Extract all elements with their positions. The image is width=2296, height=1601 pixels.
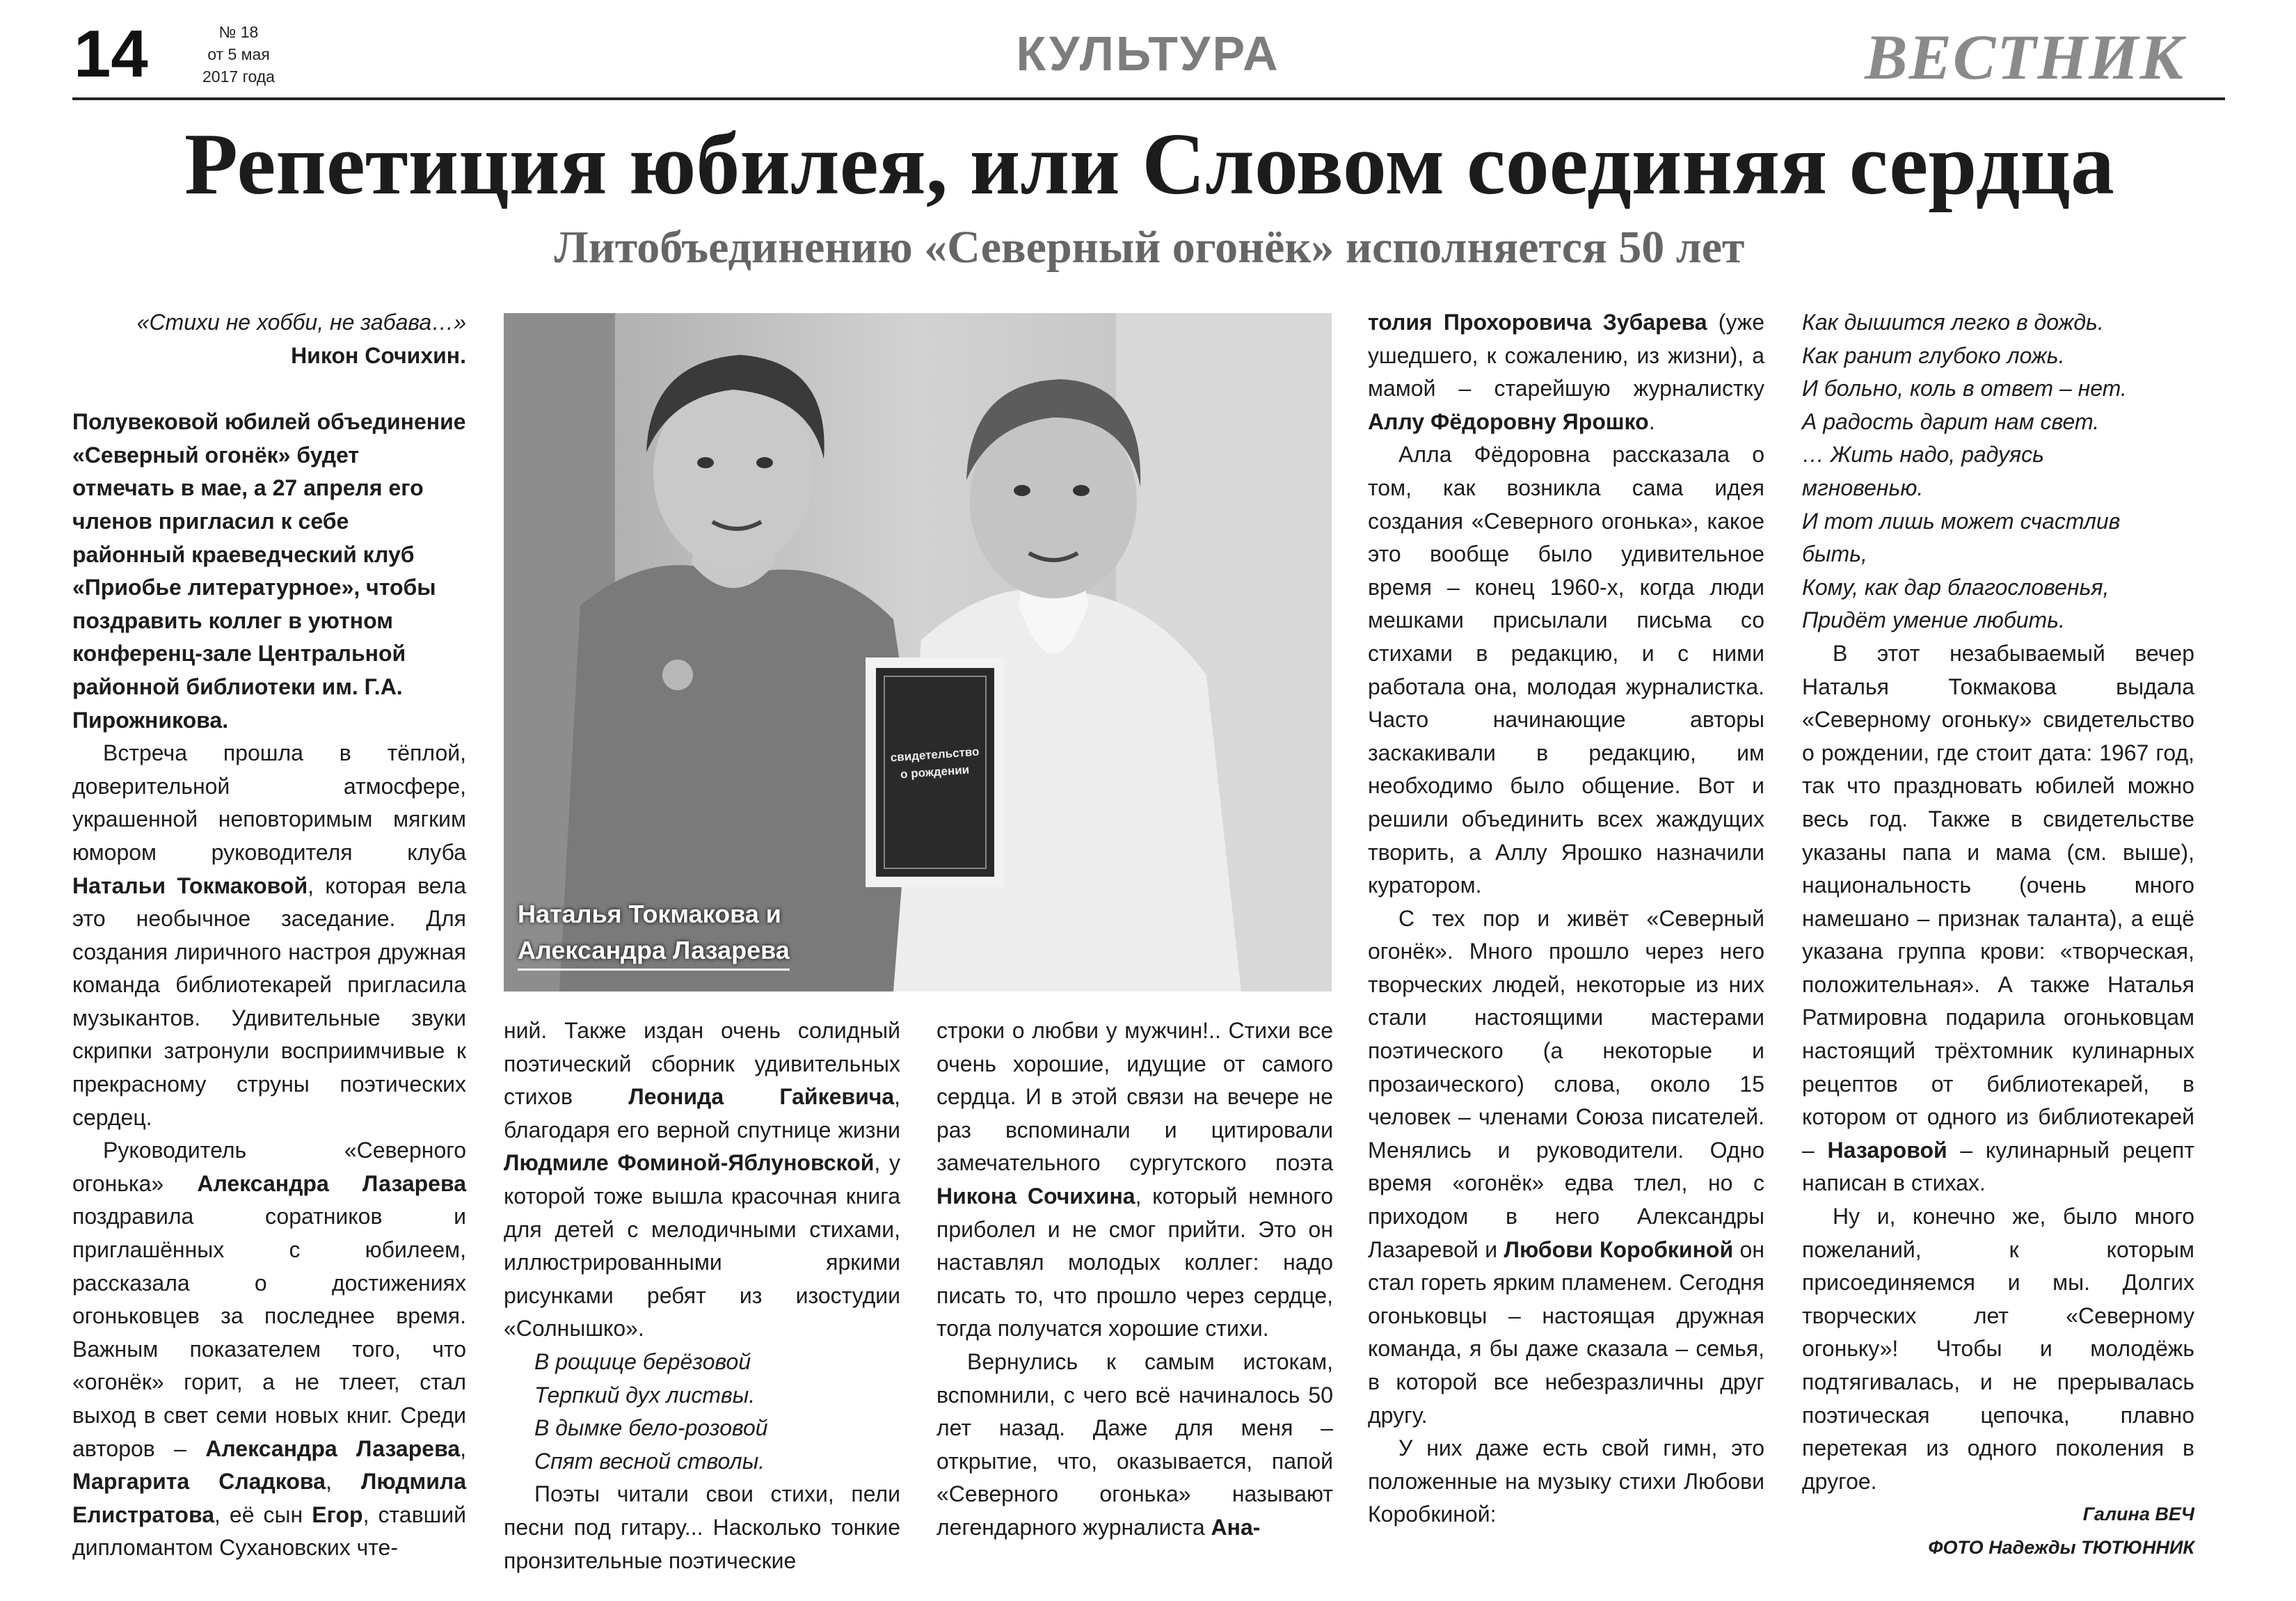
photo-credit: ФОТО Надежды ТЮТЮННИК [1928,1536,2194,1558]
paragraph: толия Прохоровича Зубарева (уже ушедшего, к сожалению, из жизни), а мамой – старейшую журналистку Аллу Фёдоровну Ярошко. [1368,310,1764,434]
article-photo [504,313,1332,991]
svg-text:свидетельство: свидетельство [890,744,980,765]
paragraph: Вернулись к самым истокам, вспомнили, с чего всё начиналось 50 лет назад. Даже для меня – открытие, что, оказывается, папой «Северного огонька» называют легендарного журналиста Ана- [936,1348,1333,1540]
issue-year: 2017 года [202,67,275,86]
paragraph: Встреча прошла в тёплой, доверительной атмосфере, украшенной неповторимым мягким юмором руководителя клуба Натальи Токмаковой, которая вела это необычное заседание. Для создания лиричного настроя дружная команда библиотекарей пригласила музыкантов. Удивительные звуки скрипки затронули восприимчивые к прекрасному струны поэтических сердец. [72,740,467,1130]
paragraph: строки о любви у мужчин!.. Стихи все очень хорошие, идущие от самого сердца. И в этой связи на вечере не раз вспоминали и цитировали замечательного сургутского поэта Никона Сочихина, который немного приболел и не смог прийти. Это он наставлял молодых коллег: надо писать то, что прошло через сердце, тогда получатся хорошие стихи. [936,1018,1333,1341]
paragraph: Ну и, конечно же, было много пожеланий, к которым присоединяемся и мы. Долгих творческих лет «Северному огоньку»! Чтобы и молодёжь подтягивалась, и не прерывалась поэтическая цепочка, плавно перетекая из одного поколения в другое. [1802,1204,2194,1494]
poem-line: В дымке бело-розовой [534,1415,768,1441]
paragraph: Алла Фёдоровна рассказала о том, как возникла сама идея создания «Северного огонька», какое это вообще было удивительное время – конец 1960-х, когда люди мешками присылали письма со стихами в редакцию, и с ними работала она, молодая журналистка. Часто начинающие авторы заскакивали в редакцию, им необходимо было общение. Вот и решили объединить всех жаждущих творить, а Аллу Ярошко назначили куратором. [1368,442,1764,898]
paragraph: С тех пор и живёт «Северный огонёк». Много прошло через него творческих людей, некоторые из них стали настоящими мастерами поэтического (а некоторые и прозаического) слова, около 15 человек – членами Союза писателей. Менялись и руководители. Одно время «огонёк» едва тлел, но с приходом в него Александры Лазаревой и Любови Коробкиной он стал гореть ярким пламенем. Сегодня огоньковцы – настоящая дружная команда, я бы даже сказала – семья, в которой все небезразличны друг другу. [1368,905,1765,1428]
page-number: 14 [74,17,148,91]
column-5 [1802,306,2194,1565]
poem-line: Придёт умение любить. [1802,607,2065,633]
poem-line: Как ранит глубоко ложь. [1802,342,2065,368]
poem-line: И больно, коль в ответ – нет. [1802,376,2127,401]
poem-line: Кому, как дар благословенья, [1802,574,2110,600]
column-3 [936,1014,1333,1545]
poem-line: И тот лишь может счастлив [1802,508,2121,534]
header-rule [72,97,2225,100]
poem-line: Терпкий дух листвы. [534,1382,756,1408]
poem-line: Как дышится легко в дождь. [1802,310,2104,335]
paragraph: В этот незабываемый вечер Наталья Токмакова выдала «Северному огоньку» свидетельство о рождении, где стоит дата: 1967 год, так что праздновать юбилей можно весь год. Также в свидетельстве указаны папа и мама (см. выше), национальность (очень много намешано – признак таланта), а ещё указана группа крови: «творческая, положительная». А также Наталья Ратмировна подарила огоньковцам настоящий трёхтомник кулинарных рецептов от библиотекарей, в котором от одного из библиотекарей – Назаровой – кулинарный рецепт написан в стихах. [1802,640,2195,1196]
headline: Репетиция юбилея, или Словом соединяя сердца [184,116,2114,213]
column-4 [1368,306,1764,1531]
poem-line: быть, [1802,541,1867,567]
paragraph: Поэты читали свои стихи, пели песни под гитару... Насколько тонкие пронзительные поэтические [504,1481,900,1573]
poem-line: Спят весной стволы. [534,1448,765,1474]
paragraph: ний. Также издан очень солидный поэтический сборник удивительных стихов Леонида Гайкевича, благодаря его верной спутнице жизни Людмиле Фоминой-Яблуновской, у которой тоже вышла красочная книга для детей с мелодичными стихами, иллюстрированными яркими рисунками ребят из изостудии «Солнышко». [504,1018,901,1341]
issue-date: от 5 мая [207,45,270,63]
poem-excerpt [504,1346,900,1478]
caption-line-2: Александра Лазарева [518,932,790,971]
column-2 [504,1014,900,1577]
svg-text:о рождении: о рождении [900,763,970,781]
poem-line: мгновенью. [1802,475,1924,500]
photo-caption [518,896,790,971]
poem-line: А радость дарит нам свет. [1802,408,2100,434]
paragraph: Руководитель «Северного огонька» Александра Лазарева поздравила соратников и приглашённых с юбилеем, рассказала о достижениях огоньковцев за последнее время. Важным показателем того, что «огонёк» горит, а не тлеет, стал выход в свет семи новых книг. Среди авторов – Александра Лазарева, Маргарита Сладкова, Людмила Елистратова, её сын Егор, ставший дипломантом Сухановских чте- [72,1138,467,1561]
section-title: КУЛЬТУРА [1016,26,1280,81]
author-signature: Галина ВЕЧ [2082,1504,2194,1525]
subheadline: Литобъединению «Северный огонёк» исполняется 50 лет [554,222,1745,273]
issue-info [186,21,291,88]
issue-number: № 18 [218,23,259,41]
anthem-poem [1802,306,2194,637]
caption-line-1: Наталья Токмакова и [518,900,781,928]
certificate [866,658,1005,887]
photo-illustration [504,313,1332,991]
column-1 [72,306,466,1565]
poem-line: В рощице берёзовой [534,1348,751,1374]
epigraph-author: Никон Сочихин. [291,342,466,368]
epigraph: «Стихи не хобби, не забава…» [136,310,466,335]
paragraph: У них даже есть свой гимн, это положенные на музыку стихи Любови Коробкиной: [1368,1435,1764,1527]
lead-paragraph: Полувековой юбилей объединение «Северный огонёк» будет отмечать в мае, а 27 апреля его членов пригласил к себе районный краеведческий клуб «Приобье литературное», чтобы поздравить коллег в уютном конференц-зале Центральной районной библиотеки им. Г.А. Пирожникова. [72,409,466,733]
poem-line: … Жить надо, радуясь [1802,442,2044,468]
masthead: ВЕСТНИК [1865,22,2185,93]
